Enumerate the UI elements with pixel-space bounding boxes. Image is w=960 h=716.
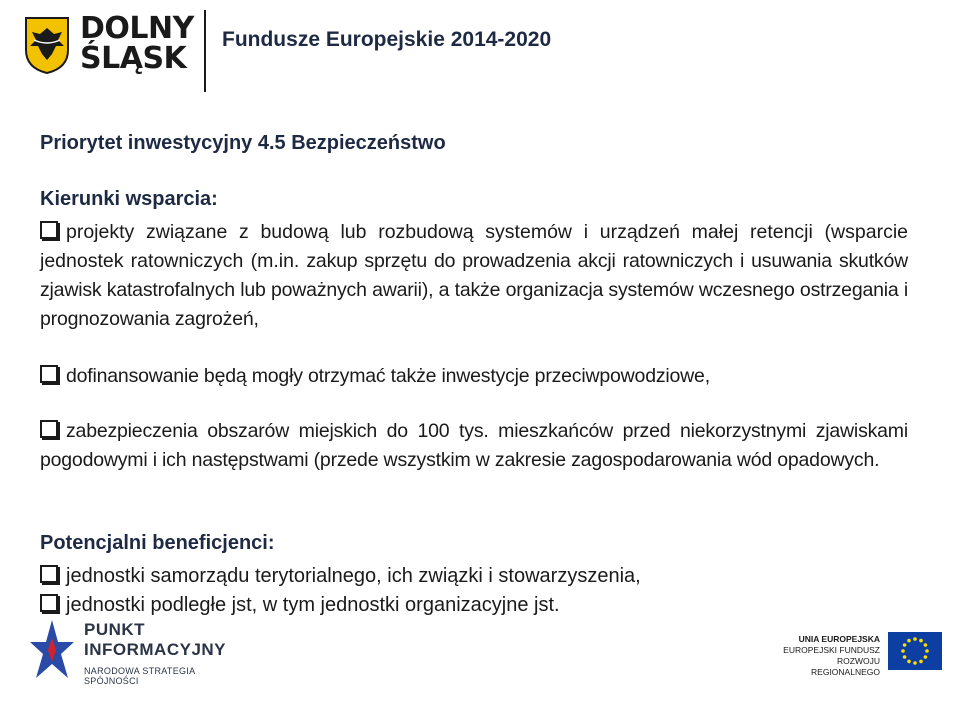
kierunki-item-2 [40,362,908,391]
logo-line-1: DOLNY [80,11,194,46]
beneficjenci-item-1 [40,562,908,591]
eu-line-3: ROZWOJU REGIONALNEGO [811,656,880,677]
punkt-informacyjny-logo [30,618,240,688]
punkt-line-2: INFORMACYJNY [84,640,227,659]
beneficjenci-item-2 [40,591,908,620]
dolny-slask-crest-icon [24,16,70,74]
punkt-informacyjny-text [84,620,226,660]
checkbox-bullet-icon [40,420,58,438]
eu-flag-icon [888,632,942,670]
kierunki-item-3-text: zabezpieczenia obszarów miejskich do 100 tys. mieszkańców przed niekorzystnymi zjawiskami pogodowymi i ich następstwami (przede wszystkim w zakresie zagospodarowania wód opadowych. [40,420,908,471]
header-title: Fundusze Europejskie 2014-2020 [222,28,552,51]
beneficjenci-heading: Potencjalni beneficjenci: [40,532,275,554]
header [0,0,960,100]
punkt-line-1: PUNKT [84,620,146,639]
priority-heading: Priorytet inwestycyjny 4.5 Bezpieczeństwo [40,132,446,154]
kierunki-item-1-part2: zakup sprzętu do prowadzenia akcji ratowniczych i usuwania skutków zjawisk katastrofalnych lub poważnych awarii), a także organizacja systemów wczesnego ostrzegania i prognozowania zagrożeń, [40,250,908,330]
eu-line-1: UNIA EUROPEJSKA [798,634,880,644]
logo-line-2: ŚLĄSK [80,41,187,76]
checkbox-bullet-icon [40,594,58,612]
punkt-subtitle: NARODOWA STRATEGIA SPÓJNOŚCI [84,666,195,686]
kierunki-item-1-part1: projekty związane z budową lub rozbudową systemów i urządzeń małej retencji (wsparcie jednostek ratowniczych (m.in. [40,221,908,272]
beneficjenci-item-1-text: jednostki samorządu terytorialnego, ich związki i stowarzyszenia, [66,565,641,587]
dolny-slask-logo [80,11,194,76]
eu-line-2: EUROPEJSKI FUNDUSZ [783,645,880,655]
kierunki-heading: Kierunki wsparcia: [40,188,218,210]
kierunki-item-2-text: dofinansowanie będą mogły otrzymać także inwestycje przeciwpowodziowe, [66,365,710,387]
kierunki-item-3 [40,417,908,475]
kierunki-item-1 [40,218,908,334]
header-divider [204,10,206,92]
checkbox-bullet-icon [40,221,58,239]
eu-text [780,634,880,678]
eu-logo [780,632,950,676]
star-logo-icon [30,618,74,684]
beneficjenci-item-2-text: jednostki podległe jst, w tym jednostki organizacyjne jst. [66,594,560,616]
checkbox-bullet-icon [40,365,58,383]
checkbox-bullet-icon [40,565,58,583]
